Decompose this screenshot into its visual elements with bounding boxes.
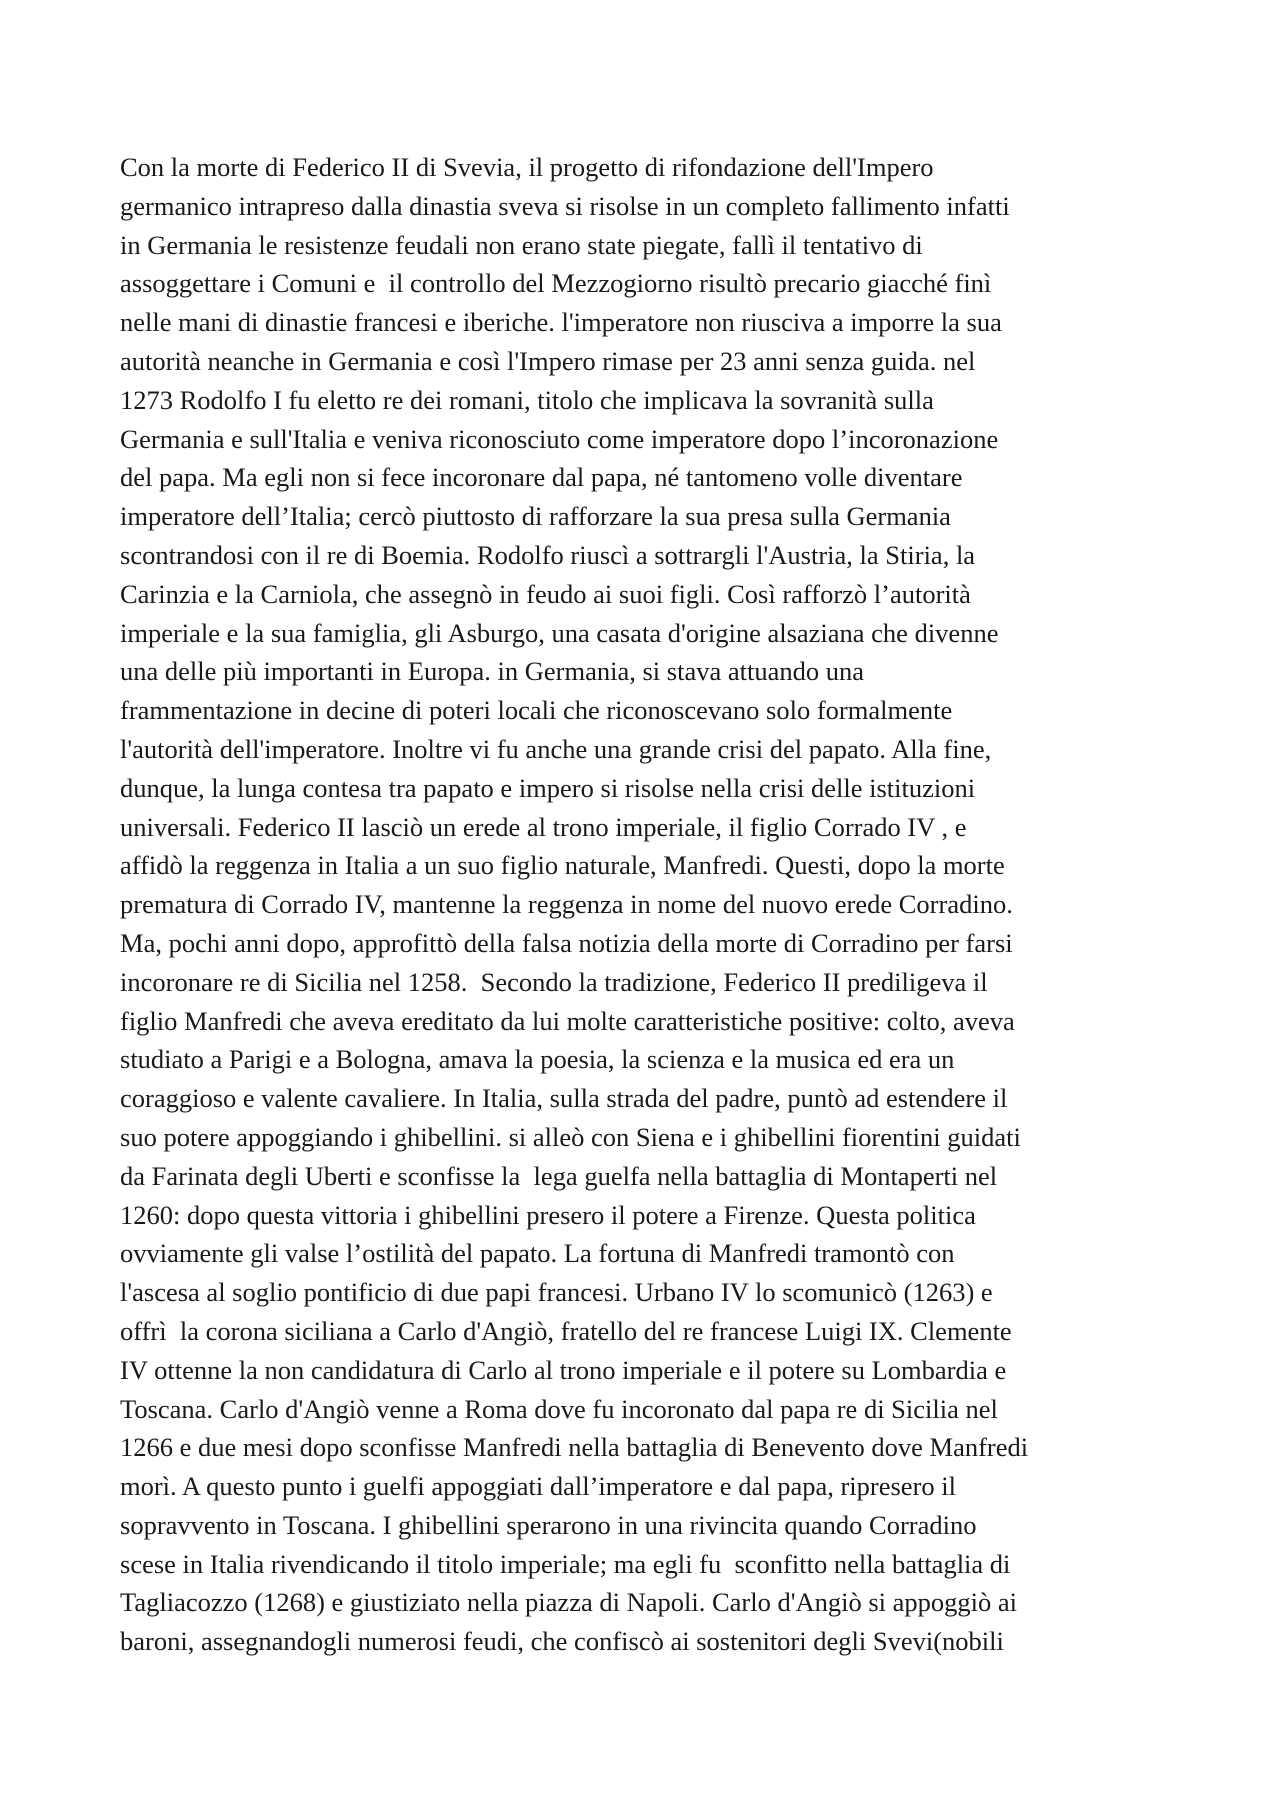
text-line: scontrandosi con il re di Boemia. Rodolfo riuscì a sottrargli l'Austria, la Stiria, la [120, 539, 976, 570]
text-line: offrì la corona siciliana a Carlo d'Angiò, fratello del re francese Luigi IX. Clemente [120, 1315, 1012, 1346]
text-line: Tagliacozzo (1268) e giustiziato nella piazza di Napoli. Carlo d'Angiò si appoggiò ai [120, 1587, 1018, 1618]
text-line: 1273 Rodolfo I fu eletto re dei romani, titolo che implicava la sovranità sulla [120, 384, 934, 415]
text-line: incoronare re di Sicilia nel 1258. Secondo la tradizione, Federico II prediligeva il [120, 966, 988, 997]
text-line: imperatore dell’Italia; cercò piuttosto di rafforzare la sua presa sulla Germania [120, 501, 951, 532]
text-line: Carinzia e la Carniola, che assegnò in feudo ai suoi figli. Così rafforzò l’autorità [120, 578, 971, 609]
text-line: suo potere appoggiando i ghibellini. si alleò con Siena e i ghibellini fiorentini guidati [120, 1121, 1021, 1152]
text-line: Ma, pochi anni dopo, approfittò della falsa notizia della morte di Corradino per farsi [120, 927, 1013, 958]
text-line: ovviamente gli valse l’ostilità del papato. La fortuna di Manfredi tramontò con [120, 1238, 955, 1269]
text-line: figlio Manfredi che aveva ereditato da lui molte caratteristiche positive: colto, aveva [120, 1005, 1015, 1036]
text-line: frammentazione in decine di poteri locali che riconoscevano solo formalmente [120, 695, 953, 726]
text-line: del papa. Ma egli non si fece incoronare dal papa, né tantomeno volle diventare [120, 462, 963, 493]
text-line: 1266 e due mesi dopo sconfisse Manfredi nella battaglia di Benevento dove Manfredi [120, 1432, 1029, 1463]
text-line: affidò la reggenza in Italia a un suo figlio naturale, Manfredi. Questi, dopo la morte [120, 850, 1005, 881]
text-line: IV ottenne la non candidatura di Carlo al trono imperiale e il potere su Lombardia e [120, 1354, 1007, 1385]
body-text [120, 148, 1180, 1661]
text-line: scese in Italia rivendicando il titolo imperiale; ma egli fu sconfitto nella battaglia di [120, 1548, 1011, 1579]
text-line: l'autorità dell'imperatore. Inoltre vi fu anche una grande crisi del papato. Alla fine, [120, 733, 992, 764]
text-line: Con la morte di Federico II di Svevia, il progetto di rifondazione dell'Impero [120, 152, 934, 182]
text-line: baroni, assegnandogli numerosi feudi, che confiscò ai sostenitori degli Svevi(nobili [120, 1626, 1004, 1657]
text-line: Germania e sull'Italia e veniva riconosciuto come imperatore dopo l’incoronazione [120, 423, 999, 454]
text-line: imperiale e la sua famiglia, gli Asburgo, una casata d'origine alsaziana che divenne [120, 617, 999, 648]
text-line: universali. Federico II lasciò un erede al trono imperiale, il figlio Corrado IV , e [120, 811, 967, 842]
text-line: prematura di Corrado IV, mantenne la reggenza in nome del nuovo erede Corradino. [120, 889, 1013, 920]
text-line: studiato a Parigi e a Bologna, amava la poesia, la scienza e la musica ed era un [120, 1044, 955, 1075]
text-line: dunque, la lunga contesa tra papato e impero si risolse nella crisi delle istituzioni [120, 772, 976, 803]
text-line: assoggettare i Comuni e il controllo del Mezzogiorno risultò precario giacché finì [120, 268, 992, 299]
text-line: germanico intrapreso dalla dinastia sveva si risolse in un completo fallimento infatti [120, 190, 1010, 221]
text-line: in Germania le resistenze feudali non erano state piegate, fallì il tentativo di [120, 229, 923, 260]
text-line: da Farinata degli Uberti e sconfisse la lega guelfa nella battaglia di Montaperti nel [120, 1160, 998, 1191]
text-line: una delle più importanti in Europa. in Germania, si stava attuando una [120, 656, 865, 687]
text-line: coraggioso e valente cavaliere. In Italia, sulla strada del padre, puntò ad estendere il [120, 1083, 1008, 1114]
text-line: autorità neanche in Germania e così l'Impero rimase per 23 anni senza guida. nel [120, 345, 976, 376]
text-line: sopravvento in Toscana. I ghibellini sperarono in una rivincita quando Corradino [120, 1509, 977, 1540]
text-line: Toscana. Carlo d'Angiò venne a Roma dove fu incoronato dal papa re di Sicilia nel [120, 1393, 998, 1424]
text-line: nelle mani di dinastie francesi e iberiche. l'imperatore non riusciva a imporre la sua [120, 307, 1002, 338]
text-line: l'ascesa al soglio pontificio di due papi francesi. Urbano IV lo scomunicò (1263) e [120, 1277, 993, 1308]
text-line: 1260: dopo questa vittoria i ghibellini presero il potere a Firenze. Questa politica [120, 1199, 976, 1230]
text-line: morì. A questo punto i guelfi appoggiati dall’imperatore e dal papa, ripresero il [120, 1471, 956, 1502]
